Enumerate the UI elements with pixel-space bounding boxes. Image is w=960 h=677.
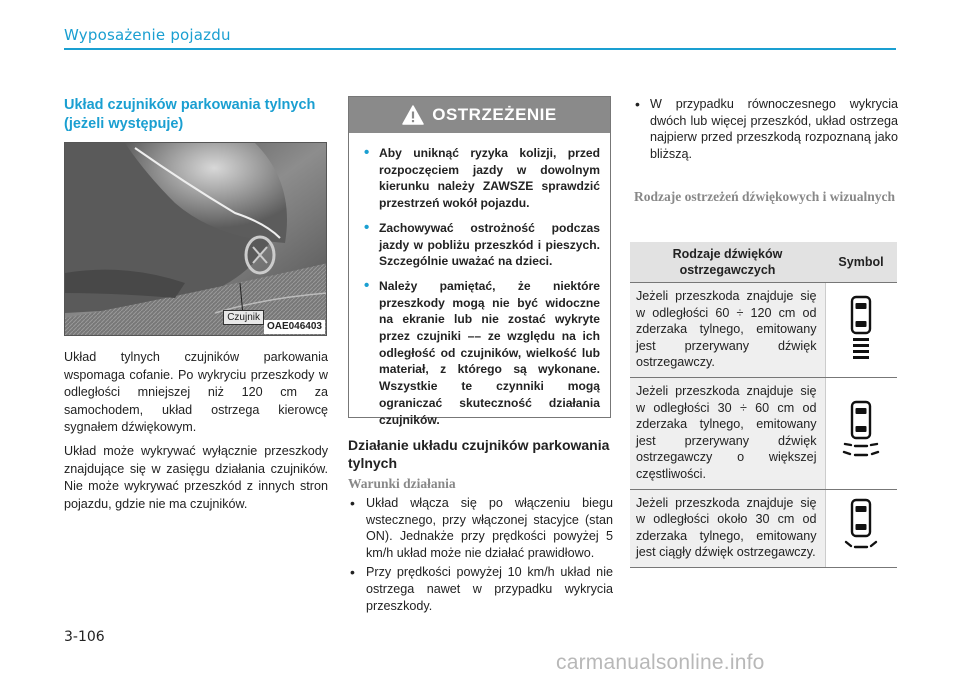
table-row (630, 489, 897, 567)
list-item: • Przy prędkości powyżej 10 km/h układ nie ostrzega nawet w przypadku wykrycia przeszkody. (348, 564, 613, 614)
sensor-callout-label: Czujnik (223, 310, 264, 325)
operation-subtitle: Warunki działania (348, 476, 456, 491)
warning-item: • Aby uniknąć ryzyka kolizji, przed rozpoczęciem jazdy w dowolnym kierunku należy ZAWSZE sprawdzić przestrzeń wokół pojazdu. (363, 145, 600, 212)
operation-list (348, 495, 613, 617)
warning-box (348, 96, 611, 427)
warning-list (349, 133, 610, 428)
section-header-title: Wyposażenie pojazdu (64, 26, 231, 44)
table-row (630, 377, 897, 489)
car-rear-far-icon (846, 295, 876, 361)
car-rear-mid-icon (841, 400, 881, 462)
car-rear-photo-image (65, 143, 327, 336)
operation-title: Działanie układu czujników parkowania tylnych (348, 437, 610, 471)
table-row (630, 283, 897, 378)
rear-sensor-photo (64, 142, 327, 336)
watermark: carmanualsonline.info (556, 651, 765, 674)
column-header-symbol: Symbol (825, 242, 897, 283)
warning-item: • Należy pamiętać, że niektóre przeszkody mogą nie być widoczne na ekranie lub nie zostać wykryte przez czujniki –– ze względu na ich odległość od czujników, wielkość lub materiał, z którego są wykonane. Wszystkie te czynniki mogą ograniczać skuteczność działania czujników. (363, 278, 600, 428)
column-header-sound-types: Rodzaje dźwięków ostrzegawczych (630, 242, 825, 283)
list-item: • Układ włącza się po włączeniu biegu wstecznego, przy włączonej stacyjce (stan ON). Jednakże przy prędkości powyżej 5 km/h układ może nie działać prawidłowo. (348, 495, 613, 561)
right-list (634, 96, 898, 162)
alert-types-table (630, 242, 897, 568)
alert-symbol-cell (825, 489, 897, 567)
warning-triangle-icon (402, 105, 424, 125)
table-header-row (630, 242, 897, 283)
alert-symbol-cell (825, 283, 897, 378)
alert-description: Jeżeli przeszkoda znajduje się w odległości 60 ÷ 120 cm od zderzaka tylnego, emitowany jest przerywany dźwięk ostrzegawczy. (630, 283, 825, 378)
alert-symbol-cell (825, 377, 897, 489)
alert-description: Jeżeli przeszkoda znajduje się w odległości około 30 cm od zderzaka tylnego, emitowany jest ciągły dźwięk ostrzegawczy. (630, 489, 825, 567)
list-item: • W przypadku równoczesnego wykrycia dwóch lub więcej przeszkód, układ ostrzega najpierw przed przeszkodą rozpoznaną jako bliższą. (634, 96, 898, 162)
paragraph: Układ może wykrywać wyłącznie przeszkody znajdujące się w zasięgu działania czujników. Nie może wykrywać przeszkód z innych stron pojazdu, gdzie nie ma czujników. (64, 443, 328, 511)
alert-description: Jeżeli przeszkoda znajduje się w odległości 30 ÷ 60 cm od zderzaka tylnego, emitowany jest przerywany dźwięk ostrzegawczy o większej częstliwości. (630, 377, 825, 489)
paragraph: Układ tylnych czujników parkowania wspomaga cofanie. Po wykryciu przeszkody w odległości mniejszej niż 120 cm za samochodem, układ ostrzega kierowcę sygnałem dźwiękowym. (64, 350, 328, 435)
left-body-text (64, 349, 328, 519)
warning-title: OSTRZEŻENIE (432, 105, 557, 124)
header-divider (64, 48, 896, 50)
photo-reference-code: OAE046403 (264, 320, 325, 334)
warning-header (349, 97, 610, 133)
warning-item: • Zachowywać ostrożność podczas jazdy w pobliżu przeszkód i pieszych. Szczególnie uważać na dzieci. (363, 220, 600, 270)
section-title: Układ czujników parkowania tylnych (jeżeli występuje) (64, 97, 316, 132)
page-number: 3-106 (64, 629, 105, 645)
car-rear-near-icon (841, 498, 881, 554)
alert-types-subtitle: Rodzaje ostrzeżeń dźwiękowych i wizualnych (634, 189, 895, 204)
